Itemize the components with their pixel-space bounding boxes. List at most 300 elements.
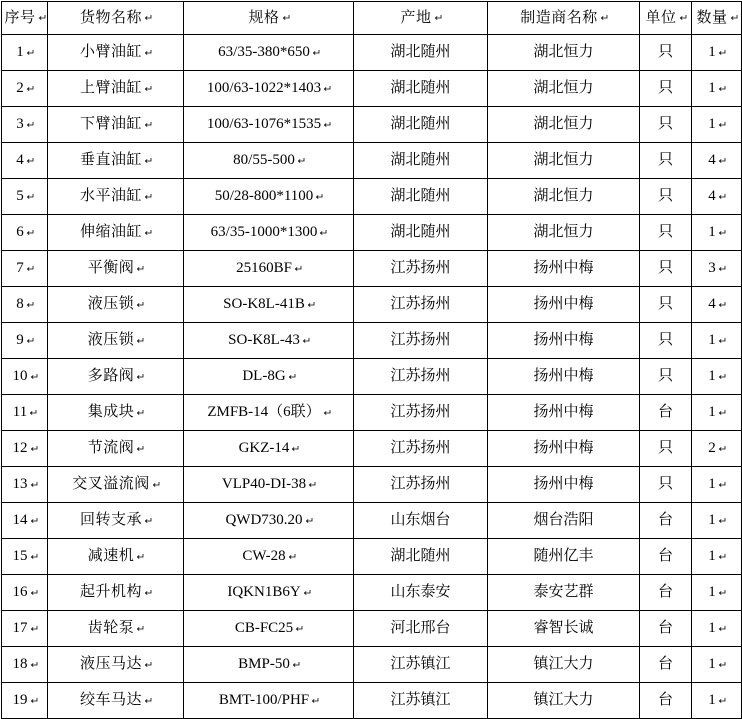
cell-unit <box>640 287 692 323</box>
return-arrow-icon <box>319 229 327 237</box>
return-arrow-icon <box>305 517 313 525</box>
cell-quantity-text: 3 <box>708 260 716 277</box>
cell-goods-name-text: 回转支承 <box>79 512 142 529</box>
cell-origin-text: 江苏扬州 <box>390 440 451 457</box>
cell-manufacturer-text: 湖北恒力 <box>533 188 594 205</box>
cell-origin <box>354 431 488 467</box>
cell-manufacturer <box>488 71 640 107</box>
cell-manufacturer-text: 泰安艺群 <box>533 584 594 601</box>
cell-spec-text: QWD730.20 <box>225 512 303 529</box>
cell-manufacturer <box>488 575 640 611</box>
table-header <box>2 2 742 35</box>
column-header-label: 产地 <box>400 9 432 26</box>
table-row <box>2 215 742 251</box>
cell-origin <box>354 467 488 503</box>
return-arrow-icon <box>144 14 152 22</box>
cell-manufacturer <box>488 467 640 503</box>
cell-quantity-text: 4 <box>708 152 716 169</box>
cell-index <box>2 575 48 611</box>
cell-origin-text: 湖北随州 <box>390 224 451 241</box>
cell-spec <box>184 359 354 395</box>
return-arrow-icon <box>26 121 34 129</box>
cell-quantity <box>692 431 742 467</box>
cell-quantity-text: 4 <box>708 188 716 205</box>
cell-quantity <box>692 35 742 71</box>
cell-goods-name <box>48 359 184 395</box>
cell-unit-text: 台 <box>657 404 673 421</box>
cell-quantity <box>692 71 742 107</box>
return-arrow-icon <box>26 157 34 165</box>
cell-goods-name <box>48 503 184 539</box>
cell-quantity-text: 1 <box>708 692 716 709</box>
table-row <box>2 359 742 395</box>
cell-index <box>2 611 48 647</box>
table-row <box>2 467 742 503</box>
cell-origin <box>354 143 488 179</box>
column-header-origin <box>354 2 488 35</box>
cell-origin-text: 江苏扬州 <box>390 404 451 421</box>
cell-spec-text: VLP40-DI-38 <box>221 476 307 493</box>
column-header-label: 序号 <box>4 9 36 26</box>
cell-spec-text: IQKN1B6Y <box>227 584 301 601</box>
table-row <box>2 431 742 467</box>
cell-goods-name-text: 平衡阀 <box>87 260 135 277</box>
cell-unit-text: 只 <box>657 368 673 385</box>
table-row <box>2 575 742 611</box>
cell-quantity-text: 1 <box>708 620 716 637</box>
cell-index <box>2 431 48 467</box>
cell-unit-text: 台 <box>657 620 673 637</box>
return-arrow-icon <box>30 553 38 561</box>
table-row <box>2 395 742 431</box>
cell-manufacturer <box>488 611 640 647</box>
column-header-unit <box>640 2 692 35</box>
cell-origin <box>354 503 488 539</box>
cell-unit-text: 台 <box>657 584 673 601</box>
cell-quantity <box>692 179 742 215</box>
cell-quantity <box>692 395 742 431</box>
return-arrow-icon <box>718 697 726 705</box>
cell-goods-name-text: 水平油缸 <box>79 188 142 205</box>
cell-spec <box>184 503 354 539</box>
cell-manufacturer <box>488 539 640 575</box>
cell-spec <box>184 431 354 467</box>
cell-index-text: 3 <box>16 116 24 133</box>
cell-spec-text: BMP-50 <box>238 656 290 673</box>
cell-quantity <box>692 503 742 539</box>
return-arrow-icon <box>144 121 152 129</box>
column-header-label: 规格 <box>248 9 280 26</box>
cell-origin-text: 江苏扬州 <box>390 296 451 313</box>
cell-manufacturer <box>488 179 640 215</box>
return-arrow-icon <box>718 553 726 561</box>
cell-index-text: 14 <box>12 512 28 529</box>
cell-goods-name-text: 多路阀 <box>87 368 135 385</box>
cell-index <box>2 503 48 539</box>
cell-unit <box>640 647 692 683</box>
return-arrow-icon <box>718 121 726 129</box>
cell-index <box>2 179 48 215</box>
cell-unit <box>640 575 692 611</box>
cell-origin-text: 江苏镇江 <box>390 692 451 709</box>
return-arrow-icon <box>295 625 303 633</box>
cell-goods-name <box>48 647 184 683</box>
return-arrow-icon <box>136 625 144 633</box>
return-arrow-icon <box>30 373 38 381</box>
return-arrow-icon <box>718 265 726 273</box>
cell-manufacturer-text: 镇江大力 <box>533 656 594 673</box>
cell-origin <box>354 647 488 683</box>
cell-unit <box>640 395 692 431</box>
cell-manufacturer <box>488 323 640 359</box>
goods-table <box>1 1 742 719</box>
table-row <box>2 323 742 359</box>
column-header-label: 数量 <box>696 9 728 26</box>
cell-quantity <box>692 575 742 611</box>
cell-spec <box>184 539 354 575</box>
cell-spec-text: BMT-100/PHF <box>218 692 310 709</box>
return-arrow-icon <box>718 589 726 597</box>
cell-quantity-text: 2 <box>708 440 716 457</box>
return-arrow-icon <box>303 589 311 597</box>
return-arrow-icon <box>30 517 38 525</box>
cell-quantity-text: 1 <box>708 548 716 565</box>
return-arrow-icon <box>136 337 144 345</box>
cell-unit <box>640 215 692 251</box>
cell-manufacturer-text: 湖北恒力 <box>533 44 594 61</box>
return-arrow-icon <box>307 301 315 309</box>
cell-quantity-text: 4 <box>708 296 716 313</box>
cell-origin-text: 湖北随州 <box>390 188 451 205</box>
cell-index <box>2 467 48 503</box>
return-arrow-icon <box>152 481 160 489</box>
table-body <box>2 35 742 719</box>
cell-index-text: 11 <box>12 404 28 421</box>
return-arrow-icon <box>302 337 310 345</box>
cell-goods-name-text: 下臂油缸 <box>79 116 142 133</box>
cell-goods-name <box>48 539 184 575</box>
return-arrow-icon <box>38 14 46 22</box>
table-row <box>2 143 742 179</box>
cell-quantity <box>692 323 742 359</box>
cell-unit <box>640 71 692 107</box>
cell-manufacturer <box>488 35 640 71</box>
cell-spec <box>184 611 354 647</box>
cell-goods-name-text: 齿轮泵 <box>87 620 135 637</box>
cell-origin-text: 湖北随州 <box>390 548 451 565</box>
cell-unit-text: 只 <box>657 152 673 169</box>
return-arrow-icon <box>718 409 726 417</box>
cell-goods-name <box>48 395 184 431</box>
return-arrow-icon <box>136 553 144 561</box>
table-row <box>2 539 742 575</box>
cell-spec <box>184 107 354 143</box>
cell-origin <box>354 539 488 575</box>
cell-origin-text: 江苏镇江 <box>390 656 451 673</box>
cell-goods-name-text: 绞车马达 <box>79 692 142 709</box>
cell-unit-text: 只 <box>657 116 673 133</box>
cell-origin <box>354 395 488 431</box>
cell-goods-name <box>48 179 184 215</box>
cell-index-text: 4 <box>16 152 24 169</box>
return-arrow-icon <box>30 697 38 705</box>
cell-manufacturer-text: 扬州中梅 <box>533 440 594 457</box>
table-row <box>2 251 742 287</box>
cell-quantity <box>692 611 742 647</box>
return-arrow-icon <box>292 661 300 669</box>
return-arrow-icon <box>730 14 738 22</box>
cell-spec <box>184 575 354 611</box>
return-arrow-icon <box>718 193 726 201</box>
return-arrow-icon <box>26 85 34 93</box>
cell-spec <box>184 179 354 215</box>
cell-unit-text: 只 <box>657 224 673 241</box>
cell-spec-text: SO-K8L-43 <box>228 332 300 349</box>
return-arrow-icon <box>323 85 331 93</box>
column-header-manufacturer <box>488 2 640 35</box>
return-arrow-icon <box>144 517 152 525</box>
cell-origin-text: 江苏扬州 <box>390 332 451 349</box>
return-arrow-icon <box>30 589 38 597</box>
return-arrow-icon <box>323 121 331 129</box>
cell-index <box>2 71 48 107</box>
cell-unit-text: 只 <box>657 80 673 97</box>
cell-goods-name-text: 集成块 <box>87 404 135 421</box>
cell-unit-text: 只 <box>657 44 673 61</box>
return-arrow-icon <box>288 373 296 381</box>
cell-quantity-text: 1 <box>708 584 716 601</box>
cell-manufacturer <box>488 143 640 179</box>
cell-origin-text: 山东泰安 <box>390 584 451 601</box>
cell-origin <box>354 323 488 359</box>
cell-quantity <box>692 359 742 395</box>
table-row <box>2 179 742 215</box>
return-arrow-icon <box>679 14 687 22</box>
cell-spec-text: 25160BF <box>236 260 292 277</box>
cell-spec-text: CB-FC25 <box>234 620 294 637</box>
cell-quantity-text: 1 <box>708 116 716 133</box>
column-header-index <box>2 2 48 35</box>
cell-manufacturer-text: 湖北恒力 <box>533 116 594 133</box>
cell-quantity-text: 1 <box>708 656 716 673</box>
cell-goods-name <box>48 287 184 323</box>
return-arrow-icon <box>311 697 319 705</box>
cell-unit-text: 只 <box>657 260 673 277</box>
cell-goods-name <box>48 611 184 647</box>
return-arrow-icon <box>136 409 144 417</box>
cell-index-text: 10 <box>12 368 28 385</box>
cell-goods-name <box>48 467 184 503</box>
cell-spec-text: 63/35-1000*1300 <box>210 224 318 241</box>
return-arrow-icon <box>718 337 726 345</box>
cell-origin-text: 江苏扬州 <box>390 368 451 385</box>
cell-goods-name <box>48 683 184 719</box>
cell-goods-name-text: 小臂油缸 <box>79 44 142 61</box>
cell-origin <box>354 287 488 323</box>
return-arrow-icon <box>144 85 152 93</box>
cell-spec <box>184 467 354 503</box>
return-arrow-icon <box>26 193 34 201</box>
column-header-label: 货物名称 <box>79 9 142 26</box>
cell-quantity <box>692 251 742 287</box>
return-arrow-icon <box>26 337 34 345</box>
cell-quantity <box>692 683 742 719</box>
cell-unit <box>640 611 692 647</box>
cell-unit <box>640 251 692 287</box>
cell-unit <box>640 35 692 71</box>
table-row <box>2 683 742 719</box>
cell-spec <box>184 647 354 683</box>
return-arrow-icon <box>718 481 726 489</box>
table-row <box>2 611 742 647</box>
table-row <box>2 647 742 683</box>
cell-unit-text: 台 <box>657 512 673 529</box>
cell-manufacturer-text: 睿智长诚 <box>533 620 594 637</box>
cell-index <box>2 395 48 431</box>
cell-index-text: 17 <box>12 620 28 637</box>
cell-goods-name <box>48 575 184 611</box>
cell-unit <box>640 539 692 575</box>
cell-manufacturer <box>488 359 640 395</box>
return-arrow-icon <box>30 625 38 633</box>
cell-manufacturer <box>488 395 640 431</box>
return-arrow-icon <box>144 157 152 165</box>
table-header-row <box>2 2 742 35</box>
cell-manufacturer <box>488 503 640 539</box>
cell-spec-text: 63/35-380*650 <box>218 44 310 61</box>
cell-quantity-text: 1 <box>708 224 716 241</box>
return-arrow-icon <box>718 373 726 381</box>
cell-index <box>2 323 48 359</box>
cell-origin <box>354 251 488 287</box>
return-arrow-icon <box>291 445 299 453</box>
cell-index-text: 6 <box>16 224 24 241</box>
cell-unit-text: 只 <box>657 476 673 493</box>
cell-spec-text: 100/63-1022*1403 <box>206 80 322 97</box>
column-header-name <box>48 2 184 35</box>
cell-index-text: 15 <box>12 548 28 565</box>
cell-spec <box>184 323 354 359</box>
cell-index <box>2 215 48 251</box>
cell-quantity-text: 1 <box>708 404 716 421</box>
cell-quantity <box>692 107 742 143</box>
return-arrow-icon <box>136 265 144 273</box>
cell-index <box>2 359 48 395</box>
return-arrow-icon <box>718 301 726 309</box>
return-arrow-icon <box>144 49 152 57</box>
cell-spec <box>184 71 354 107</box>
cell-spec-text: 100/63-1076*1535 <box>206 116 322 133</box>
cell-goods-name-text: 液压锁 <box>87 296 135 313</box>
return-arrow-icon <box>718 661 726 669</box>
cell-goods-name-text: 交叉溢流阀 <box>72 476 150 493</box>
cell-goods-name-text: 节流阀 <box>87 440 135 457</box>
cell-index-text: 16 <box>12 584 28 601</box>
cell-quantity-text: 1 <box>708 332 716 349</box>
return-arrow-icon <box>718 49 726 57</box>
cell-goods-name-text: 垂直油缸 <box>79 152 142 169</box>
cell-manufacturer-text: 扬州中梅 <box>533 260 594 277</box>
cell-goods-name-text: 液压锁 <box>87 332 135 349</box>
return-arrow-icon <box>30 661 38 669</box>
cell-quantity-text: 1 <box>708 80 716 97</box>
cell-unit <box>640 143 692 179</box>
cell-index <box>2 107 48 143</box>
table-row <box>2 35 742 71</box>
return-arrow-icon <box>323 409 331 417</box>
cell-quantity-text: 1 <box>708 368 716 385</box>
cell-manufacturer <box>488 647 640 683</box>
cell-spec <box>184 215 354 251</box>
cell-spec-text: SO-K8L-41B <box>223 296 305 313</box>
cell-index <box>2 143 48 179</box>
return-arrow-icon <box>297 157 305 165</box>
cell-manufacturer-text: 扬州中梅 <box>533 476 594 493</box>
return-arrow-icon <box>718 445 726 453</box>
cell-unit-text: 只 <box>657 296 673 313</box>
cell-origin <box>354 215 488 251</box>
cell-goods-name-text: 液压马达 <box>79 656 142 673</box>
cell-origin-text: 江苏扬州 <box>390 476 451 493</box>
cell-spec <box>184 287 354 323</box>
cell-origin <box>354 575 488 611</box>
column-header-spec <box>184 2 354 35</box>
return-arrow-icon <box>308 481 316 489</box>
cell-origin <box>354 359 488 395</box>
return-arrow-icon <box>718 157 726 165</box>
cell-index-text: 2 <box>16 80 24 97</box>
cell-origin-text: 湖北随州 <box>390 116 451 133</box>
return-arrow-icon <box>144 193 152 201</box>
cell-manufacturer <box>488 431 640 467</box>
cell-goods-name-text: 上臂油缸 <box>79 80 142 97</box>
return-arrow-icon <box>136 373 144 381</box>
cell-unit-text: 台 <box>657 692 673 709</box>
cell-index <box>2 287 48 323</box>
cell-spec-text: CW-28 <box>242 548 286 565</box>
return-arrow-icon <box>144 661 152 669</box>
cell-origin <box>354 179 488 215</box>
cell-origin-text: 河北邢台 <box>390 620 451 637</box>
cell-index-text: 7 <box>16 260 24 277</box>
cell-manufacturer-text: 扬州中梅 <box>533 296 594 313</box>
cell-origin <box>354 611 488 647</box>
column-header-quantity <box>692 2 742 35</box>
cell-spec-text: GKZ-14 <box>238 440 290 457</box>
cell-unit-text: 只 <box>657 188 673 205</box>
cell-unit <box>640 107 692 143</box>
cell-manufacturer-text: 烟台浩阳 <box>533 512 594 529</box>
return-arrow-icon <box>30 481 38 489</box>
cell-unit <box>640 359 692 395</box>
return-arrow-icon <box>718 517 726 525</box>
return-arrow-icon <box>144 589 152 597</box>
cell-spec-text: ZMFB-14（6联） <box>207 404 321 421</box>
cell-spec <box>184 683 354 719</box>
cell-unit <box>640 323 692 359</box>
cell-index-text: 19 <box>12 692 28 709</box>
cell-manufacturer-text: 湖北恒力 <box>533 152 594 169</box>
cell-index <box>2 683 48 719</box>
cell-goods-name <box>48 215 184 251</box>
table-row <box>2 71 742 107</box>
cell-manufacturer <box>488 683 640 719</box>
cell-unit-text: 台 <box>657 548 673 565</box>
return-arrow-icon <box>144 229 152 237</box>
table-row <box>2 287 742 323</box>
return-arrow-icon <box>26 301 34 309</box>
cell-unit <box>640 431 692 467</box>
